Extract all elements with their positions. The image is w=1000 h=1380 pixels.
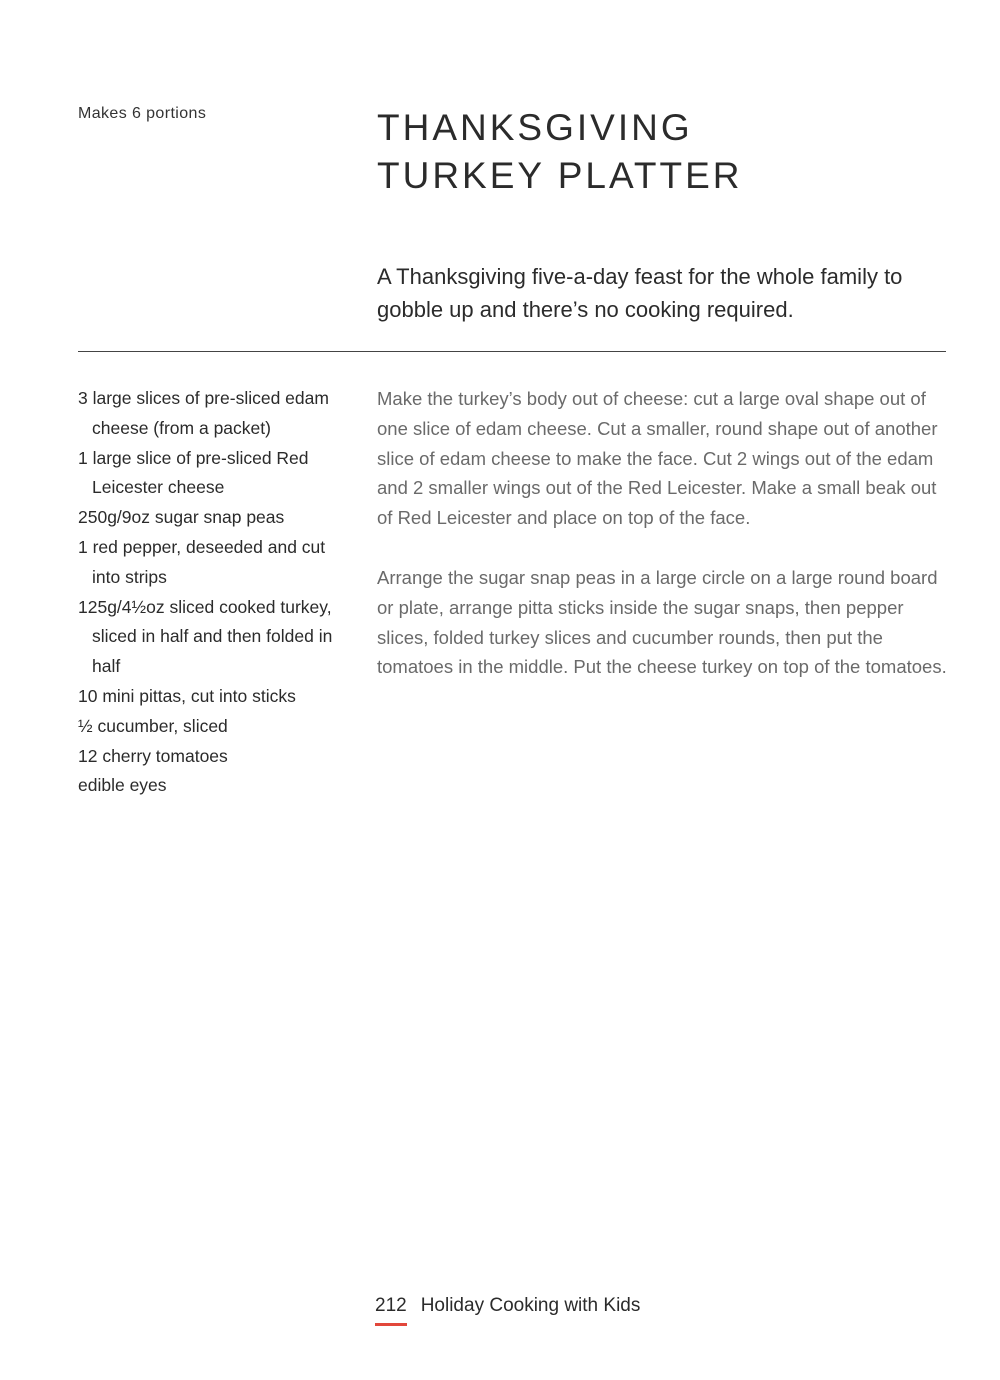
method-step-2: Arrange the sugar snap peas in a large circle on a large round board or plate, arrange pitta sticks inside the sugar snaps, then pepper slices, folded turkey slices and cucumber rounds, then put the tomatoes in the middle. Put the cheese turkey on top of the tomatoes. xyxy=(377,566,947,678)
method-section xyxy=(377,384,947,712)
ingredient-item: 1 large slice of pre-sliced Red Leicester cheese xyxy=(78,447,309,498)
page-footer xyxy=(375,1295,640,1317)
book-title: Holiday Cooking with Kids xyxy=(420,1295,641,1316)
ingredient-item: 3 large slices of pre-sliced edam cheese (from a packet) xyxy=(78,388,329,438)
ingredient-item: 250g/9oz sugar snap peas xyxy=(78,507,285,528)
ingredient-item: 1 red pepper, deseeded and cut into strips xyxy=(78,536,326,587)
recipe-title xyxy=(377,104,742,200)
method-step-1: Make the turkey’s body out of cheese: cut a large oval shape out of one slice of edam cheese. Cut a smaller, round shape out of another slice of edam cheese to make the face. Cut 2 wings out of the edam and 2 smaller wings out of the Red Leicester. Make a small beak out of Red Leicester and place on top of the face. xyxy=(377,388,938,529)
ingredient-item: 10 mini pittas, cut into sticks xyxy=(78,685,296,706)
recipe-intro: A Thanksgiving five-a-day feast for the whole family to gobble up and there’s no cooking required. xyxy=(377,264,903,322)
ingredient-item: edible eyes xyxy=(78,775,167,796)
ingredients-list xyxy=(78,384,353,801)
ingredient-item: 125g/4½oz sliced cooked turkey, sliced in half and then folded in half xyxy=(78,596,333,677)
recipe-title-line-1: THANKSGIVING xyxy=(377,107,693,148)
section-divider xyxy=(78,351,946,352)
recipe-title-line-2: TURKEY PLATTER xyxy=(377,155,743,196)
page-number: 212 xyxy=(375,1295,407,1316)
portions-label: Makes 6 portions xyxy=(78,105,207,122)
ingredient-item: ½ cucumber, sliced xyxy=(78,715,228,736)
ingredient-item: 12 cherry tomatoes xyxy=(78,745,228,766)
